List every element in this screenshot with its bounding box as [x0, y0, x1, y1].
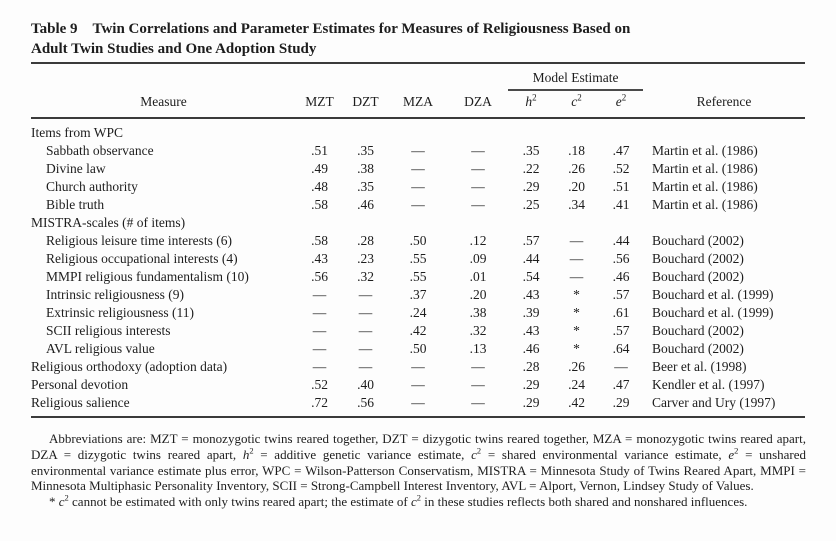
value-cell: — — [471, 179, 485, 194]
measure-cell: MMPI religious fundamentalism (10) — [46, 269, 249, 284]
h2-sup: 2 — [532, 92, 537, 103]
value-cell: .50 — [409, 341, 427, 356]
value-cell: .64 — [612, 341, 630, 356]
table-row — [31, 160, 805, 178]
reference-cell: Bouchard (2002) — [652, 341, 744, 356]
table-row — [31, 376, 805, 394]
value-cell: .46 — [357, 197, 374, 212]
table-row — [31, 322, 805, 340]
value-cell: — — [358, 323, 373, 338]
reference-cell — [643, 118, 805, 142]
value-cell: — — [471, 197, 485, 212]
value-cell: .56 — [612, 251, 630, 266]
value-cell: .29 — [522, 179, 540, 194]
value-cell: .20 — [568, 179, 585, 194]
value-cell: — — [411, 197, 425, 212]
value-cell: — — [569, 251, 584, 266]
table-row — [31, 304, 805, 322]
section-row — [31, 214, 805, 232]
value-cell: .58 — [311, 197, 328, 212]
value-cell: .43 — [522, 323, 540, 338]
value-cell — [388, 118, 448, 142]
column-header-row — [31, 91, 805, 118]
reference-cell: Martin et al. (1986) — [652, 197, 758, 212]
value-cell: .32 — [357, 269, 374, 284]
value-cell: .41 — [612, 197, 630, 212]
value-cell: .46 — [612, 269, 630, 284]
value-cell: .48 — [311, 179, 328, 194]
data-table — [31, 62, 805, 418]
table-row — [31, 178, 805, 196]
value-cell: — — [471, 377, 485, 392]
measure-cell: MISTRA-scales (# of items) — [31, 215, 186, 230]
table-row — [31, 268, 805, 286]
value-cell: .29 — [522, 395, 540, 410]
value-cell: .47 — [612, 143, 630, 158]
col-header-c2 — [554, 91, 599, 118]
value-cell: .26 — [568, 161, 585, 176]
measure-cell: Religious occupational interests (4) — [46, 251, 238, 266]
table-row — [31, 250, 805, 268]
value-cell: — — [358, 305, 373, 320]
reference-cell: Bouchard (2002) — [652, 233, 744, 248]
reference-cell: Bouchard (2002) — [652, 323, 744, 338]
model-estimate-group — [508, 63, 643, 91]
col-header-e2 — [599, 91, 643, 118]
value-cell: .44 — [612, 233, 630, 248]
col-header-mza: MZA — [388, 91, 448, 118]
value-cell: — — [411, 377, 425, 392]
col-header-h2 — [508, 91, 554, 118]
col-header-reference: Reference — [643, 91, 805, 118]
value-cell: — — [358, 287, 373, 302]
value-cell — [448, 118, 508, 142]
measure-cell: Bible truth — [46, 197, 105, 212]
value-cell: * — [573, 287, 580, 302]
reference-cell: Bouchard (2002) — [652, 251, 744, 266]
value-cell: .29 — [612, 395, 630, 410]
value-cell: .13 — [469, 341, 487, 356]
value-cell: * — [573, 323, 580, 338]
value-cell: * — [573, 305, 580, 320]
value-cell: .39 — [522, 305, 540, 320]
value-cell: .34 — [568, 197, 585, 212]
value-cell: .28 — [357, 233, 374, 248]
value-cell: — — [411, 161, 425, 176]
measure-cell: Items from WPC — [31, 125, 123, 140]
measure-cell: Divine law — [46, 161, 106, 176]
reference-cell: Beer et al. (1998) — [652, 359, 747, 374]
col-header-dza: DZA — [448, 91, 508, 118]
value-cell: .43 — [311, 251, 328, 266]
e2-sup: 2 — [621, 92, 627, 103]
value-cell: — — [471, 395, 485, 410]
value-cell: .44 — [522, 251, 540, 266]
value-cell: * — [573, 341, 580, 356]
value-cell — [599, 214, 643, 232]
col-header-mzt: MZT — [296, 91, 343, 118]
value-cell: .57 — [522, 233, 540, 248]
measure-cell: Sabbath observance — [46, 143, 154, 158]
table-row — [31, 286, 805, 304]
value-cell: .01 — [469, 269, 487, 284]
h2-symbol: h — [525, 94, 533, 109]
value-cell: .56 — [311, 269, 328, 284]
reference-cell: Bouchard et al. (1999) — [652, 287, 774, 302]
value-cell: — — [312, 359, 327, 374]
value-cell — [296, 118, 343, 142]
value-cell: — — [312, 287, 327, 302]
value-cell: .38 — [357, 161, 374, 176]
value-cell: .52 — [311, 377, 328, 392]
measure-cell: Church authority — [46, 179, 138, 194]
value-cell: .18 — [568, 143, 585, 158]
value-cell: .42 — [409, 323, 427, 338]
value-cell: — — [312, 305, 327, 320]
footnotes — [31, 431, 806, 510]
value-cell: .57 — [612, 287, 630, 302]
value-cell: — — [411, 359, 425, 374]
value-cell: — — [569, 269, 584, 284]
value-cell: .22 — [522, 161, 540, 176]
measure-cell: Personal devotion — [31, 377, 129, 392]
table-row — [31, 358, 805, 376]
value-cell: .72 — [311, 395, 328, 410]
value-cell: .23 — [357, 251, 374, 266]
measure-cell: SCII religious interests — [46, 323, 171, 338]
c2-sup: 2 — [577, 92, 582, 103]
value-cell: .28 — [522, 359, 540, 374]
value-cell: .55 — [409, 269, 427, 284]
value-cell — [296, 214, 343, 232]
measure-cell: Religious salience — [31, 395, 130, 410]
value-cell: — — [312, 341, 327, 356]
e2-symbol: e — [615, 94, 622, 109]
measure-cell: Intrinsic religiousness (9) — [46, 287, 184, 302]
group-spacer — [31, 63, 508, 91]
value-cell: .32 — [469, 323, 487, 338]
value-cell: .38 — [469, 305, 487, 320]
table-row — [31, 196, 805, 214]
table-row — [31, 394, 805, 417]
value-cell: .47 — [612, 377, 630, 392]
table-header — [31, 63, 805, 118]
value-cell — [554, 118, 599, 142]
value-cell — [554, 214, 599, 232]
value-cell: .35 — [522, 143, 540, 158]
reference-cell: Martin et al. (1986) — [652, 179, 758, 194]
value-cell: .40 — [357, 377, 374, 392]
value-cell: .12 — [469, 233, 487, 248]
measure-cell: Religious orthodoxy (adoption data) — [31, 359, 228, 374]
col-header-dzt: DZT — [343, 91, 388, 118]
reference-cell — [643, 214, 805, 232]
value-cell: .49 — [311, 161, 328, 176]
value-cell: — — [471, 359, 485, 374]
value-cell — [508, 118, 554, 142]
value-cell — [448, 214, 508, 232]
measure-cell: Extrinsic religiousness (11) — [46, 305, 194, 320]
value-cell: .42 — [568, 395, 585, 410]
value-cell — [508, 214, 554, 232]
value-cell: .52 — [612, 161, 630, 176]
table-body — [31, 118, 805, 417]
value-cell: .43 — [522, 287, 540, 302]
col-header-measure: Measure — [31, 91, 296, 118]
value-cell: .46 — [522, 341, 540, 356]
value-cell: .35 — [357, 143, 374, 158]
value-cell: .09 — [469, 251, 487, 266]
value-cell: .57 — [612, 323, 630, 338]
reference-cell: Martin et al. (1986) — [652, 143, 758, 158]
value-cell: .51 — [311, 143, 328, 158]
value-cell: .56 — [357, 395, 374, 410]
value-cell: — — [471, 143, 485, 158]
value-cell: .61 — [612, 305, 630, 320]
reference-cell: Carver and Ury (1997) — [652, 395, 776, 410]
reference-cell: Kendler et al. (1997) — [652, 377, 765, 392]
value-cell: — — [569, 233, 584, 248]
table-number: Table 9 — [31, 21, 78, 37]
group-header-row — [31, 63, 805, 91]
table-row — [31, 340, 805, 358]
value-cell: .51 — [612, 179, 630, 194]
table-caption: Twin Correlations and Parameter Estimates for Measures of Religiousness Based on Adult Twin Studies and One Adoption Study — [31, 21, 631, 57]
value-cell: .54 — [522, 269, 540, 284]
value-cell: .24 — [568, 377, 585, 392]
value-cell: — — [411, 395, 425, 410]
value-cell: .20 — [469, 287, 487, 302]
value-cell: .50 — [409, 233, 427, 248]
table-row — [31, 142, 805, 160]
value-cell: .35 — [357, 179, 374, 194]
value-cell: .37 — [409, 287, 427, 302]
c2-symbol: c — [571, 94, 578, 109]
value-cell: — — [358, 341, 373, 356]
section-row — [31, 118, 805, 142]
value-cell: — — [358, 359, 373, 374]
reference-cell: Bouchard et al. (1999) — [652, 305, 774, 320]
value-cell — [388, 214, 448, 232]
value-cell: — — [411, 179, 425, 194]
value-cell: .58 — [311, 233, 328, 248]
value-cell: — — [312, 323, 327, 338]
value-cell: .55 — [409, 251, 427, 266]
table-row — [31, 232, 805, 250]
reference-cell: Martin et al. (1986) — [652, 161, 758, 176]
value-cell: — — [614, 359, 628, 374]
footnote-abbreviations: Abbreviations are: MZT = monozygotic twins reared together, DZT = dizygotic twins reared together, MZA = monozygotic twins reared apart, DZA = dizygotic twins reared apart, $h^2$ = additive genetic variance estimate, $c^2$ = shared environmental variance estimate, $e^2$ = unshared environmental variance estimate plus error, WPC = Wilson-Patterson Conservatism, MISTRA = Minnesota Study of Twins Reared Apart, MMPI = Minnesota Multiphasic Personality Inventory, SCII = Strong-Campbell Interest Inventory, AVL = Alport, Vernon, Lindsey Study of Values. — [31, 431, 807, 494]
value-cell — [343, 214, 388, 232]
footnote-asterisk: * $c^2$ cannot be estimated with only twins reared apart; the estimate of $c^2$ in these studies reflects both shared and nonshared influences. — [49, 492, 748, 510]
measure-cell: AVL religious value — [46, 341, 155, 356]
value-cell: .26 — [568, 359, 585, 374]
model-estimate-label: Model Estimate — [508, 70, 643, 91]
value-cell: .25 — [522, 197, 540, 212]
group-spacer — [643, 63, 805, 91]
value-cell: — — [471, 161, 485, 176]
reference-cell: Bouchard (2002) — [652, 269, 744, 284]
table-title — [31, 19, 661, 59]
value-cell — [599, 118, 643, 142]
value-cell: .29 — [522, 377, 540, 392]
measure-cell: Religious leisure time interests (6) — [46, 233, 232, 248]
value-cell: — — [411, 143, 425, 158]
value-cell — [343, 118, 388, 142]
value-cell: .24 — [409, 305, 427, 320]
